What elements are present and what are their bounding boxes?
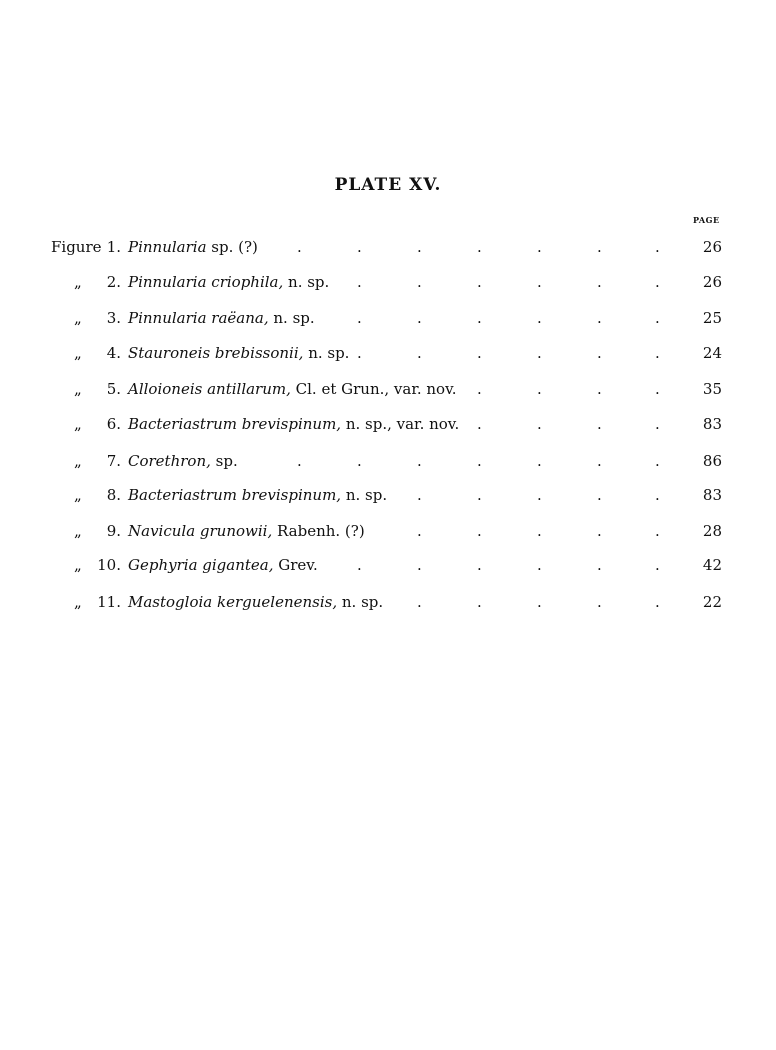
entry-species-name: Pinnularia	[128, 238, 207, 256]
leader-dot: .	[477, 309, 482, 327]
leader-dots	[0, 236, 776, 258]
leader-dots	[0, 378, 776, 400]
plate-entry	[0, 450, 776, 472]
leader-dot: .	[477, 452, 482, 470]
entry-qualifier: n. sp.	[341, 486, 388, 504]
entry-ditto-mark: „	[74, 486, 82, 504]
leader-dots	[0, 484, 776, 506]
entry-ditto-mark: „	[74, 452, 82, 470]
leader-dot: .	[477, 486, 482, 504]
entry-figure-label: Figure	[51, 238, 102, 256]
leader-dot: .	[417, 238, 422, 256]
leader-dots	[0, 520, 776, 542]
leader-dot: .	[537, 593, 542, 611]
entry-page: 24	[702, 344, 722, 362]
page-column-header: PAGE	[693, 215, 720, 225]
leader-dot: .	[537, 522, 542, 540]
leader-dot: .	[655, 522, 660, 540]
leader-dots	[0, 413, 776, 435]
leader-dot: .	[357, 452, 362, 470]
leader-dot: .	[655, 593, 660, 611]
leader-dots	[0, 307, 776, 329]
plate-entry	[0, 591, 776, 613]
leader-dot: .	[537, 380, 542, 398]
entry-species-name: Corethron,	[128, 452, 211, 470]
entry-ditto-mark: „	[74, 380, 82, 398]
entry-species-name: Pinnularia raëana,	[128, 309, 269, 327]
leader-dot: .	[537, 452, 542, 470]
entry-qualifier: Cl. et Grun., var. nov.	[290, 380, 457, 398]
entry-page: 86	[702, 452, 722, 470]
leader-dots	[0, 342, 776, 364]
entry-qualifier: n. sp.	[268, 309, 315, 327]
entry-ditto-mark: „	[74, 273, 82, 291]
leader-dot: .	[417, 486, 422, 504]
plate-entry	[0, 307, 776, 329]
plate-title: PLATE XV.	[334, 175, 442, 195]
leader-dot: .	[417, 309, 422, 327]
leader-dots	[0, 450, 776, 472]
leader-dot: .	[597, 380, 602, 398]
leader-dot: .	[597, 593, 602, 611]
entry-ditto-mark: „	[74, 522, 82, 540]
leader-dot: .	[477, 238, 482, 256]
entry-page: 25	[702, 309, 722, 327]
leader-dot: .	[417, 556, 422, 574]
entry-qualifier: sp.	[210, 452, 238, 470]
leader-dot: .	[357, 556, 362, 574]
leader-dot: .	[297, 452, 302, 470]
leader-dot: .	[655, 452, 660, 470]
leader-dot: .	[297, 238, 302, 256]
leader-dot: .	[477, 556, 482, 574]
leader-dot: .	[655, 238, 660, 256]
leader-dot: .	[357, 238, 362, 256]
entry-qualifier: n. sp., var. nov.	[341, 415, 460, 433]
entry-qualifier: Rabenh. (?)	[272, 522, 365, 540]
entry-species-name: Bacteriastrum brevispinum,	[128, 415, 342, 433]
plate-entry	[0, 271, 776, 293]
leader-dot: .	[537, 344, 542, 362]
leader-dot: .	[597, 309, 602, 327]
entry-page: 22	[702, 593, 722, 611]
entry-number: 2.	[106, 273, 121, 291]
leader-dot: .	[597, 273, 602, 291]
leader-dot: .	[655, 486, 660, 504]
leader-dot: .	[655, 344, 660, 362]
leader-dot: .	[597, 486, 602, 504]
entry-page: 26	[702, 238, 722, 256]
entry-number: 11.	[97, 593, 121, 611]
leader-dot: .	[417, 344, 422, 362]
leader-dot: .	[597, 344, 602, 362]
leader-dots	[0, 591, 776, 613]
entry-ditto-mark: „	[74, 344, 82, 362]
entry-species-name: Bacteriastrum brevispinum,	[128, 486, 342, 504]
entry-qualifier: sp. (?)	[206, 238, 258, 256]
entry-species-name: Gephyria gigantea,	[128, 556, 274, 574]
leader-dot: .	[537, 273, 542, 291]
plate-entry	[0, 236, 776, 258]
plate-entry	[0, 413, 776, 435]
leader-dot: .	[655, 309, 660, 327]
leader-dot: .	[597, 452, 602, 470]
entry-ditto-mark: „	[74, 415, 82, 433]
entry-number: 7.	[106, 452, 121, 470]
entry-ditto-mark: „	[74, 556, 82, 574]
entry-page: 83	[702, 415, 722, 433]
entry-number: 4.	[106, 344, 121, 362]
leader-dot: .	[537, 486, 542, 504]
leader-dot: .	[655, 415, 660, 433]
leader-dots	[0, 271, 776, 293]
leader-dot: .	[655, 556, 660, 574]
entry-species-name: Mastogloia kerguelenensis,	[128, 593, 338, 611]
leader-dot: .	[597, 415, 602, 433]
leader-dot: .	[357, 273, 362, 291]
leader-dot: .	[477, 593, 482, 611]
leader-dots	[0, 554, 776, 576]
plate-entry	[0, 484, 776, 506]
entry-number: 10.	[97, 556, 121, 574]
entry-number: 6.	[106, 415, 121, 433]
entry-page: 83	[702, 486, 722, 504]
entry-number: 3.	[106, 309, 121, 327]
leader-dot: .	[417, 452, 422, 470]
leader-dot: .	[477, 273, 482, 291]
leader-dot: .	[537, 415, 542, 433]
entry-number: 9.	[106, 522, 121, 540]
entry-number: 1.	[106, 238, 121, 256]
plate-entry	[0, 554, 776, 576]
entry-number: 8.	[106, 486, 121, 504]
leader-dot: .	[477, 522, 482, 540]
leader-dot: .	[597, 556, 602, 574]
leader-dot: .	[417, 593, 422, 611]
leader-dot: .	[597, 238, 602, 256]
leader-dot: .	[357, 309, 362, 327]
entry-ditto-mark: „	[74, 309, 82, 327]
entry-qualifier: n. sp.	[303, 344, 350, 362]
leader-dot: .	[655, 273, 660, 291]
leader-dot: .	[597, 522, 602, 540]
entry-page: 42	[702, 556, 722, 574]
entry-page: 28	[702, 522, 722, 540]
leader-dot: .	[417, 522, 422, 540]
leader-dot: .	[357, 344, 362, 362]
entry-qualifier: Grev.	[273, 556, 318, 574]
entry-ditto-mark: „	[74, 593, 82, 611]
entry-species-name: Navicula grunowii,	[128, 522, 273, 540]
entry-number: 5.	[106, 380, 121, 398]
entry-qualifier: n. sp.	[283, 273, 330, 291]
plate-entry	[0, 378, 776, 400]
entry-species-name: Alloioneis antillarum,	[128, 380, 291, 398]
leader-dot: .	[537, 556, 542, 574]
entry-species-name: Pinnularia criophila,	[128, 273, 284, 291]
leader-dot: .	[537, 238, 542, 256]
leader-dot: .	[477, 415, 482, 433]
leader-dot: .	[655, 380, 660, 398]
entry-page: 35	[702, 380, 722, 398]
leader-dot: .	[477, 380, 482, 398]
entry-species-name: Stauroneis brebissonii,	[128, 344, 304, 362]
plate-entry	[0, 342, 776, 364]
leader-dot: .	[417, 273, 422, 291]
leader-dot: .	[477, 344, 482, 362]
plate-entry	[0, 520, 776, 542]
entry-page: 26	[702, 273, 722, 291]
leader-dot: .	[537, 309, 542, 327]
entry-qualifier: n. sp.	[337, 593, 384, 611]
